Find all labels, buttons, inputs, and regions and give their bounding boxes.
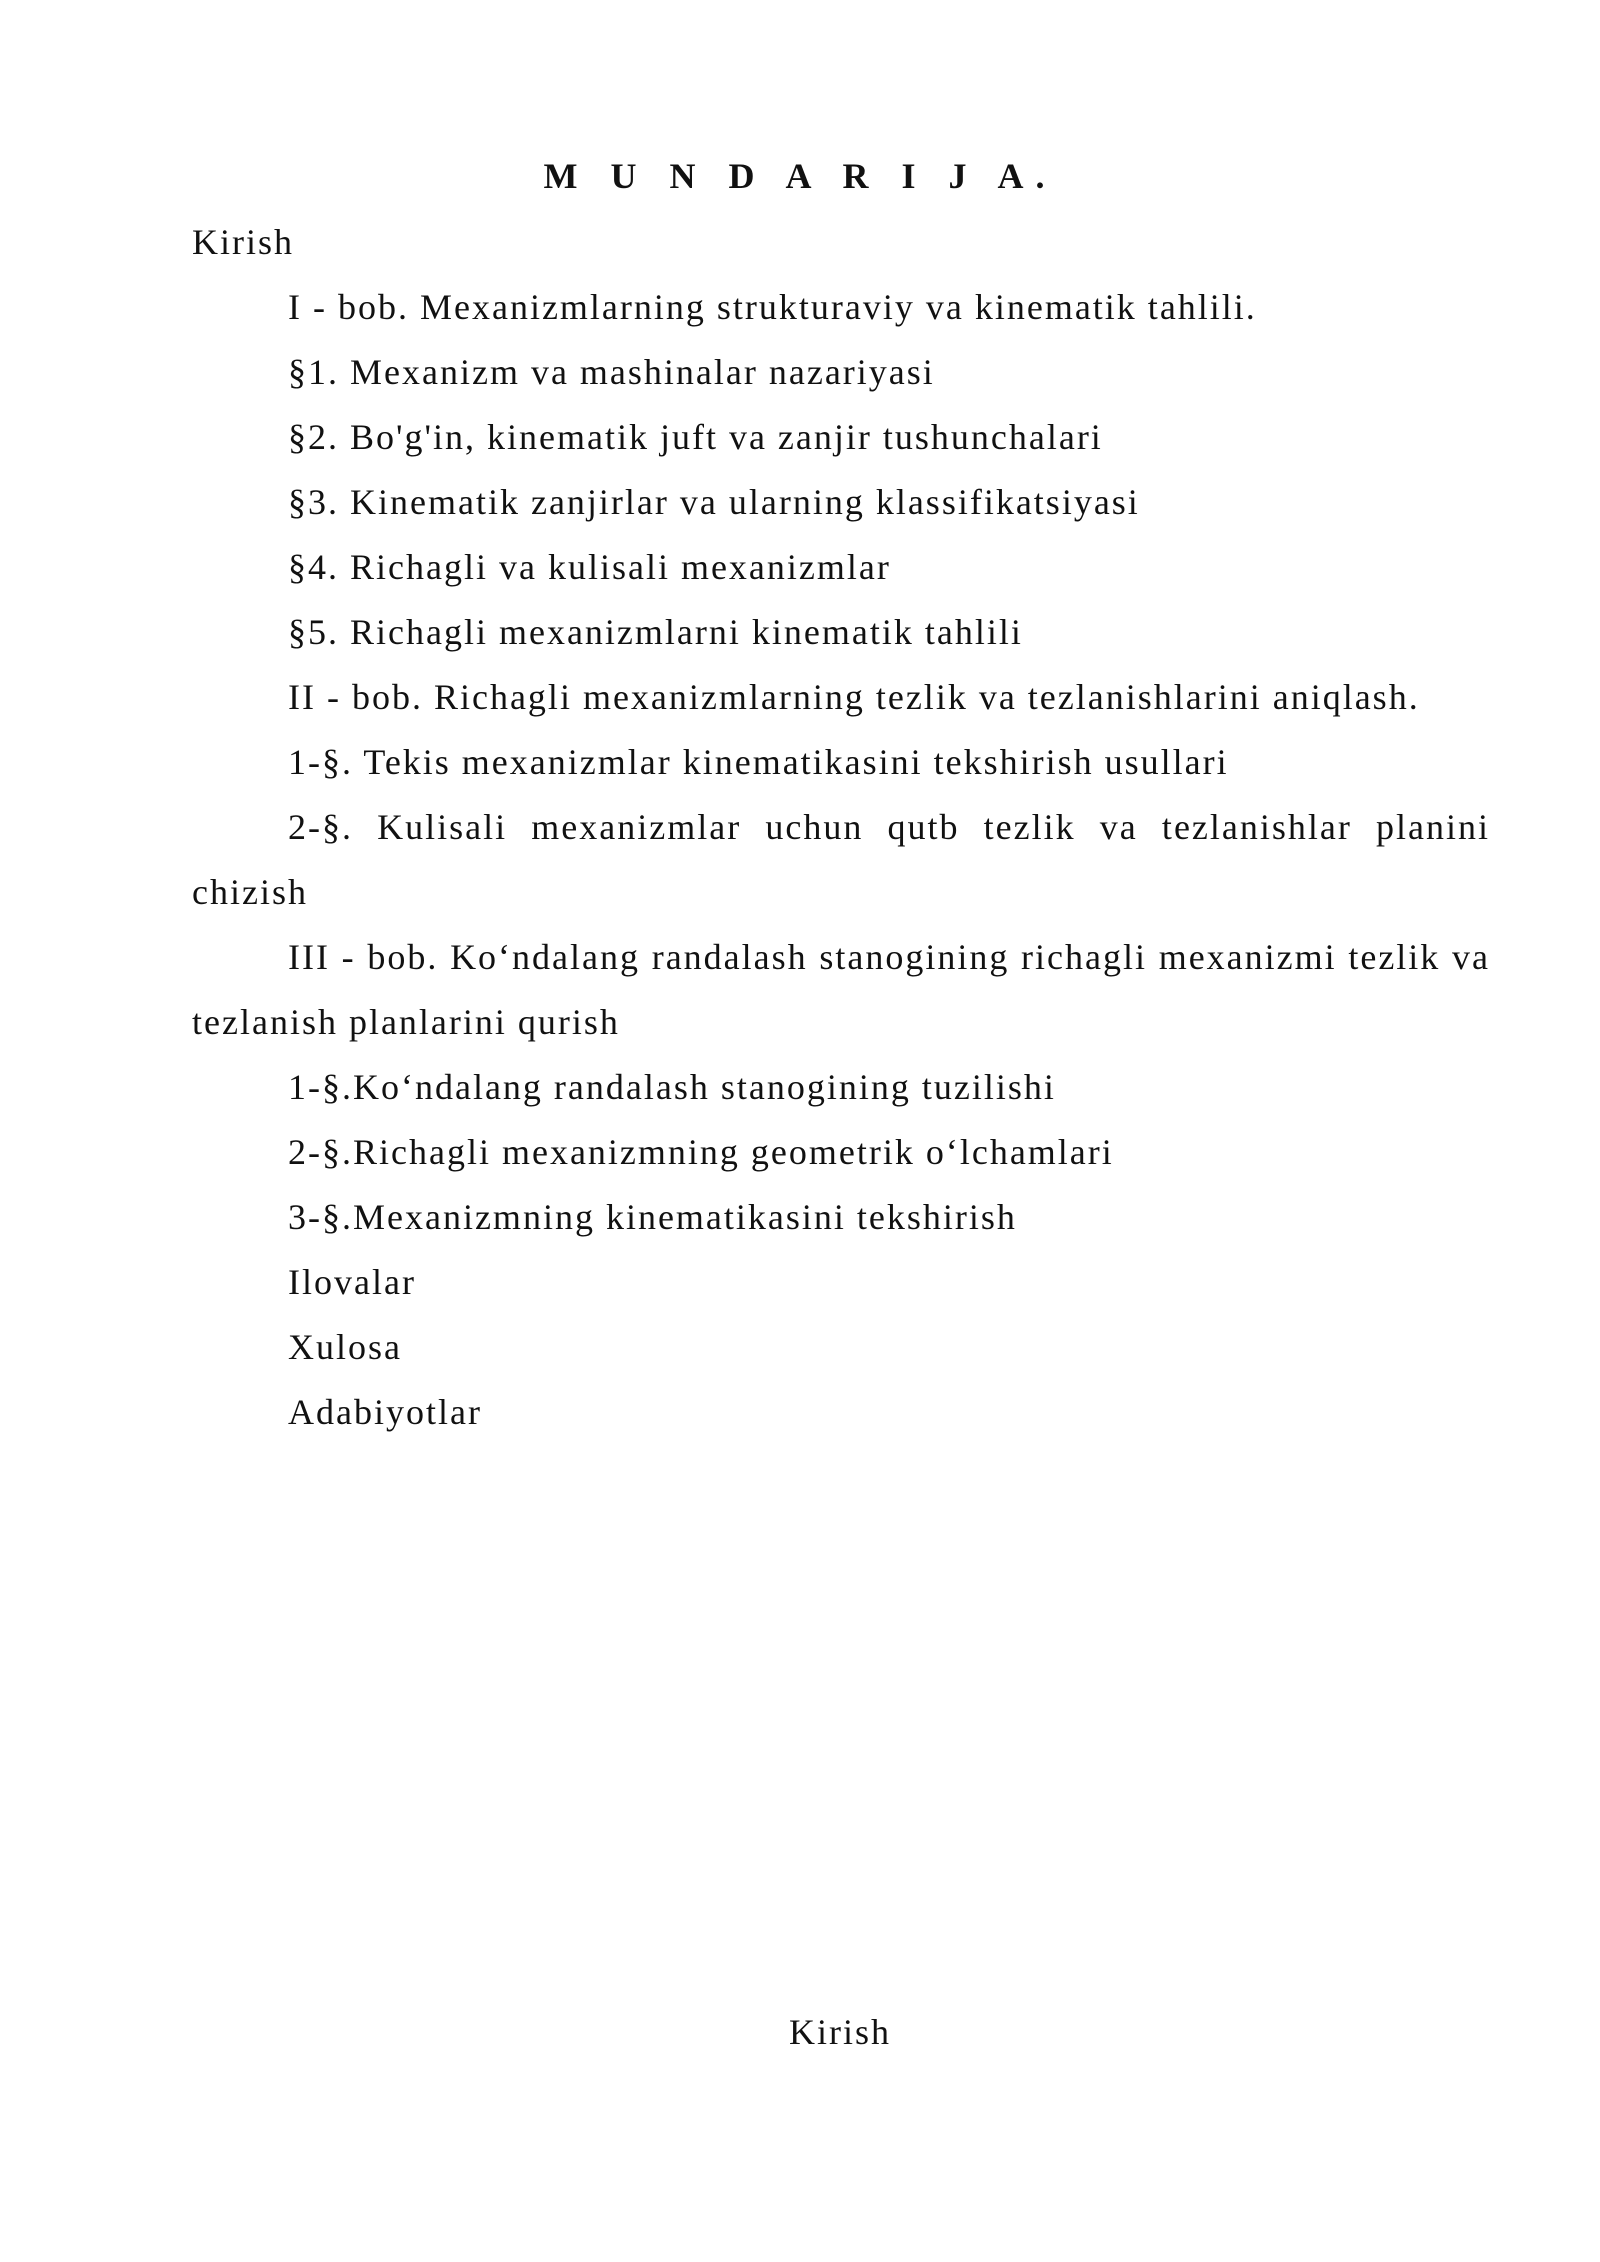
toc-entry-section-3: §3. Kinematik zanjirlar va ularning klassifikatsiyasi xyxy=(288,482,1140,522)
toc-entry-chapter-3-section-2: 2-§.Richagli mexanizmning geometrik oʻlchamlari xyxy=(288,1132,1114,1172)
toc-entry-chapter-2-section-2: 2-§. Kulisali mexanizmlar uchun qutb tezlik va tezlanishlar planini chizish xyxy=(192,807,1490,912)
toc-entry-ilovalar: Ilovalar xyxy=(288,1262,416,1302)
toc-entry-kirish: Kirish xyxy=(192,222,294,262)
toc-entry-chapter-1: I - bob. Mexanizmlarning strukturaviy va kinematik tahlili. xyxy=(288,287,1257,327)
toc-entry-chapter-3-section-3: 3-§.Mexanizmning kinematikasini tekshirish xyxy=(288,1197,1017,1237)
toc-entry-chapter-3-section-1: 1-§.Koʻndalang randalash stanogining tuzilishi xyxy=(288,1067,1056,1107)
next-section-heading: Kirish xyxy=(789,2012,891,2052)
table-of-contents xyxy=(192,210,1490,1445)
toc-entry-section-4: §4. Richagli va kulisali mexanizmlar xyxy=(288,547,891,587)
toc-entry-section-5: §5. Richagli mexanizmlarni kinematik tahlili xyxy=(288,612,1023,652)
toc-entry-adabiyotlar: Adabiyotlar xyxy=(288,1392,482,1432)
toc-entry-section-2: §2. Bo'g'in, kinematik juft va zanjir tushunchalari xyxy=(288,417,1103,457)
toc-entry-xulosa: Xulosa xyxy=(288,1327,402,1367)
toc-entry-chapter-2-section-1: 1-§. Tekis mexanizmlar kinematikasini tekshirish usullari xyxy=(288,742,1229,782)
toc-entry-chapter-3: III - bob. Koʻndalang randalash stanogining richagli mexanizmi tezlik va tezlanish planlarini qurish xyxy=(192,937,1490,1042)
toc-entry-chapter-2: II - bob. Richagli mexanizmlarning tezlik va tezlanishlarini aniqlash. xyxy=(288,677,1420,717)
toc-title: M U N D A R I J A. xyxy=(543,156,1057,196)
toc-entry-section-1: §1. Mexanizm va mashinalar nazariyasi xyxy=(288,352,935,392)
